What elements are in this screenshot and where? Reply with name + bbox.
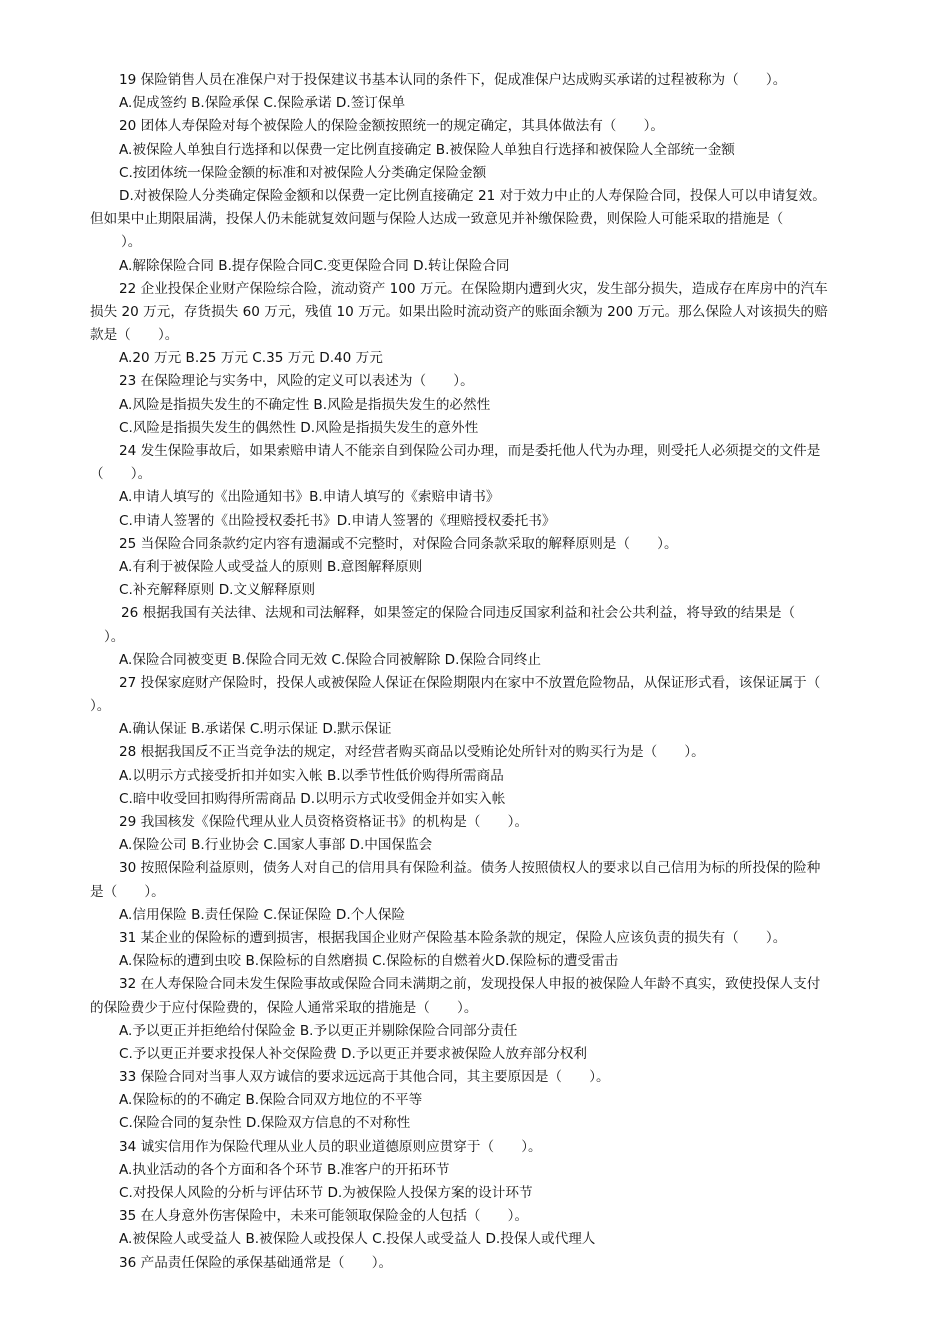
question-28: 28 根据我国反不正当竞争法的规定，对经营者购买商品以受贿论处所针对的购买行为是（ ）。: [119, 744, 705, 761]
question-32: 32 在人寿保险合同未发生保险事故或保险合同未满期之前，发现投保人申报的被保险人年龄不真实，致使投保人支付: [119, 976, 821, 993]
q26-options: A.保险合同被变更 B.保险合同无效 C.保险合同被解除 D.保险合同终止: [119, 651, 542, 668]
question-35: 35 在人身意外伤害保险中，未来可能领取保险金的人包括（ ）。: [119, 1208, 529, 1225]
question-22: 22 企业投保企业财产保险综合险，流动资产 100 万元。在保险期内遭到火灾，发生部分损失，造成存在库房中的汽车: [119, 280, 828, 297]
q22-options: A.20 万元 B.25 万元 C.35 万元 D.40 万元: [119, 350, 383, 367]
question-36: 36 产品责任保险的承保基础通常是（ ）。: [119, 1254, 393, 1271]
question-29: 29 我国核发《保险代理从业人员资格资格证书》的机构是（ ）。: [119, 814, 529, 830]
q25-options-cd: C.补充解释原则 D.文义解释原则: [119, 582, 316, 599]
question-list: [90, 69, 860, 1275]
q30-options: A.信用保险 B.责任保险 C.保证保险 D.个人保险: [119, 906, 406, 923]
question-24: 24 发生保险事故后，如果索赔申请人不能亲自到保险公司办理，而是委托他人代为办理，则受托人必须提交的文件是: [119, 443, 821, 459]
q35-options: A.被保险人或受益人 B.被保险人或投保人 C.投保人或受益人 D.投保人或代理人: [119, 1231, 596, 1248]
question-19: 19 保险销售人员在准保户对于投保建议书基本认同的条件下，促成准保户达成购买承诺的过程被称为（ ）。: [119, 72, 787, 88]
q34-options-ab: A.执业活动的各个方面和各个环节 B.准客户的开拓环节: [119, 1161, 450, 1178]
question-26-end: ）。: [104, 628, 125, 645]
q33-options-ab: A.保险标的的不确定 B.保险合同双方地位的不平等: [119, 1092, 423, 1109]
q24-options-cd: C.申请人签署的《出险授权委托书》D.申请人签署的《理赔授权委托书》: [119, 512, 556, 529]
question-34: 34 诚实信用作为保险代理从业人员的职业道德原则应贯穿于（ ）。: [119, 1138, 542, 1155]
q23-options-cd: C.风险是指损失发生的偶然性 D.风险是指损失发生的意外性: [119, 419, 479, 436]
question-33: 33 保险合同对当事人双方诚信的要求远远高于其他合同，其主要原因是（ ）。: [119, 1069, 610, 1086]
question-23: 23 在保险理论与实务中，风险的定义可以表述为（ ）。: [119, 373, 474, 390]
question-24-end: （ ）。: [90, 466, 152, 483]
question-21-end: ）。: [121, 234, 142, 251]
q19-options: A.促成签约 B.保险承保 C.保险承诺 D.签订保单: [119, 95, 406, 112]
question-32-end: 的保险费少于应付保险费的，保险人通常采取的措施是（ ）。: [90, 999, 478, 1016]
q32-options-ab: A.予以更正并拒绝给付保险金 B.予以更正并剔除保险合同部分责任: [119, 1022, 518, 1039]
q20-option-d-question-21: D.对被保险人分类确定保险金额和以保费一定比例直接确定 21 对于效力中止的人寿保险合同，投保人可以申请复效。: [119, 187, 826, 204]
q21-options: A.解除保险合同 B.提存保险合同C.变更保险合同 D.转让保险合同: [119, 257, 510, 274]
q27-options: A.确认保证 B.承诺保 C.明示保证 D.默示保证: [119, 721, 392, 738]
q20-options-ab: A.被保险人单独自行选择和以保费一定比例直接确定 B.被保险人单独自行选择和被保险人全部统一金额: [119, 141, 735, 158]
q33-options-cd: C.保险合同的复杂性 D.保险双方信息的不对称性: [119, 1115, 411, 1132]
q28-options-ab: A.以明示方式接受折扣并如实入帐 B.以季节性低价购得所需商品: [119, 767, 504, 784]
question-21-cont: 但如果中止期限届满，投保人仍未能就复效问题与保险人达成一致意见并补缴保险费，则保险人可能采取的措施是（: [90, 211, 784, 228]
question-30: 30 按照保险利益原则，债务人对自己的信用具有保险利益。债务人按照债权人的要求以自己信用为标的所投保的险种: [119, 860, 821, 877]
q32-options-cd: C.予以更正并要求投保人补交保险费 D.予以更正并要求被保险人放弃部分权利: [119, 1045, 587, 1062]
question-22-cont: 损失 20 万元，存货损失 60 万元，残值 10 万元。如果出险时流动资产的账面余额为 200 万元。那么保险人对该损失的赔: [90, 303, 828, 320]
q31-options: A.保险标的遭到虫咬 B.保险标的自然磨损 C.保险标的自燃着火D.保险标的遭受雷击: [119, 953, 619, 970]
question-22-end: 款是（ ）。: [90, 327, 179, 344]
question-20: 20 团体人寿保险对每个被保险人的保险金额按照统一的规定确定，其具体做法有（ ）。: [119, 118, 664, 135]
q28-options-cd: C.暗中收受回扣购得所需商品 D.以明示方式收受佣金并如实入帐: [119, 790, 506, 807]
question-30-end: 是（ ）。: [90, 883, 165, 900]
q20-option-c: C.按团体统一保险金额的标准和对被保险人分类确定保险金额: [119, 164, 487, 181]
question-31: 31 某企业的保险标的遭到损害，根据我国企业财产保险基本险条款的规定，保险人应该负责的损失有（ ）。: [119, 929, 787, 946]
question-26: 26 根据我国有关法律、法规和司法解释，如果签定的保险合同违反国家利益和社会公共利益，将导致的结果是（: [121, 605, 796, 622]
q29-options: A.保险公司 B.行业协会 C.国家人事部 D.中国保监会: [119, 837, 433, 854]
question-27-end: ）。: [90, 698, 111, 715]
q24-options-ab: A.申请人填写的《出险通知书》B.申请人填写的《索赔申请书》: [119, 489, 500, 506]
q25-options-ab: A.有利于被保险人或受益人的原则 B.意图解释原则: [119, 558, 423, 575]
q23-options-ab: A.风险是指损失发生的不确定性 B.风险是指损失发生的必然性: [119, 396, 491, 413]
question-27: 27 投保家庭财产保险时，投保人或被保险人保证在保险期限内在家中不放置危险物品，从保证形式看，该保证属于（: [119, 674, 821, 691]
q34-options-cd: C.对投保人风险的分析与评估环节 D.为被保险人投保方案的设计环节: [119, 1185, 533, 1201]
question-25: 25 当保险合同条款约定内容有遗漏或不完整时，对保险合同条款采取的解释原则是（ ）。: [119, 535, 678, 552]
